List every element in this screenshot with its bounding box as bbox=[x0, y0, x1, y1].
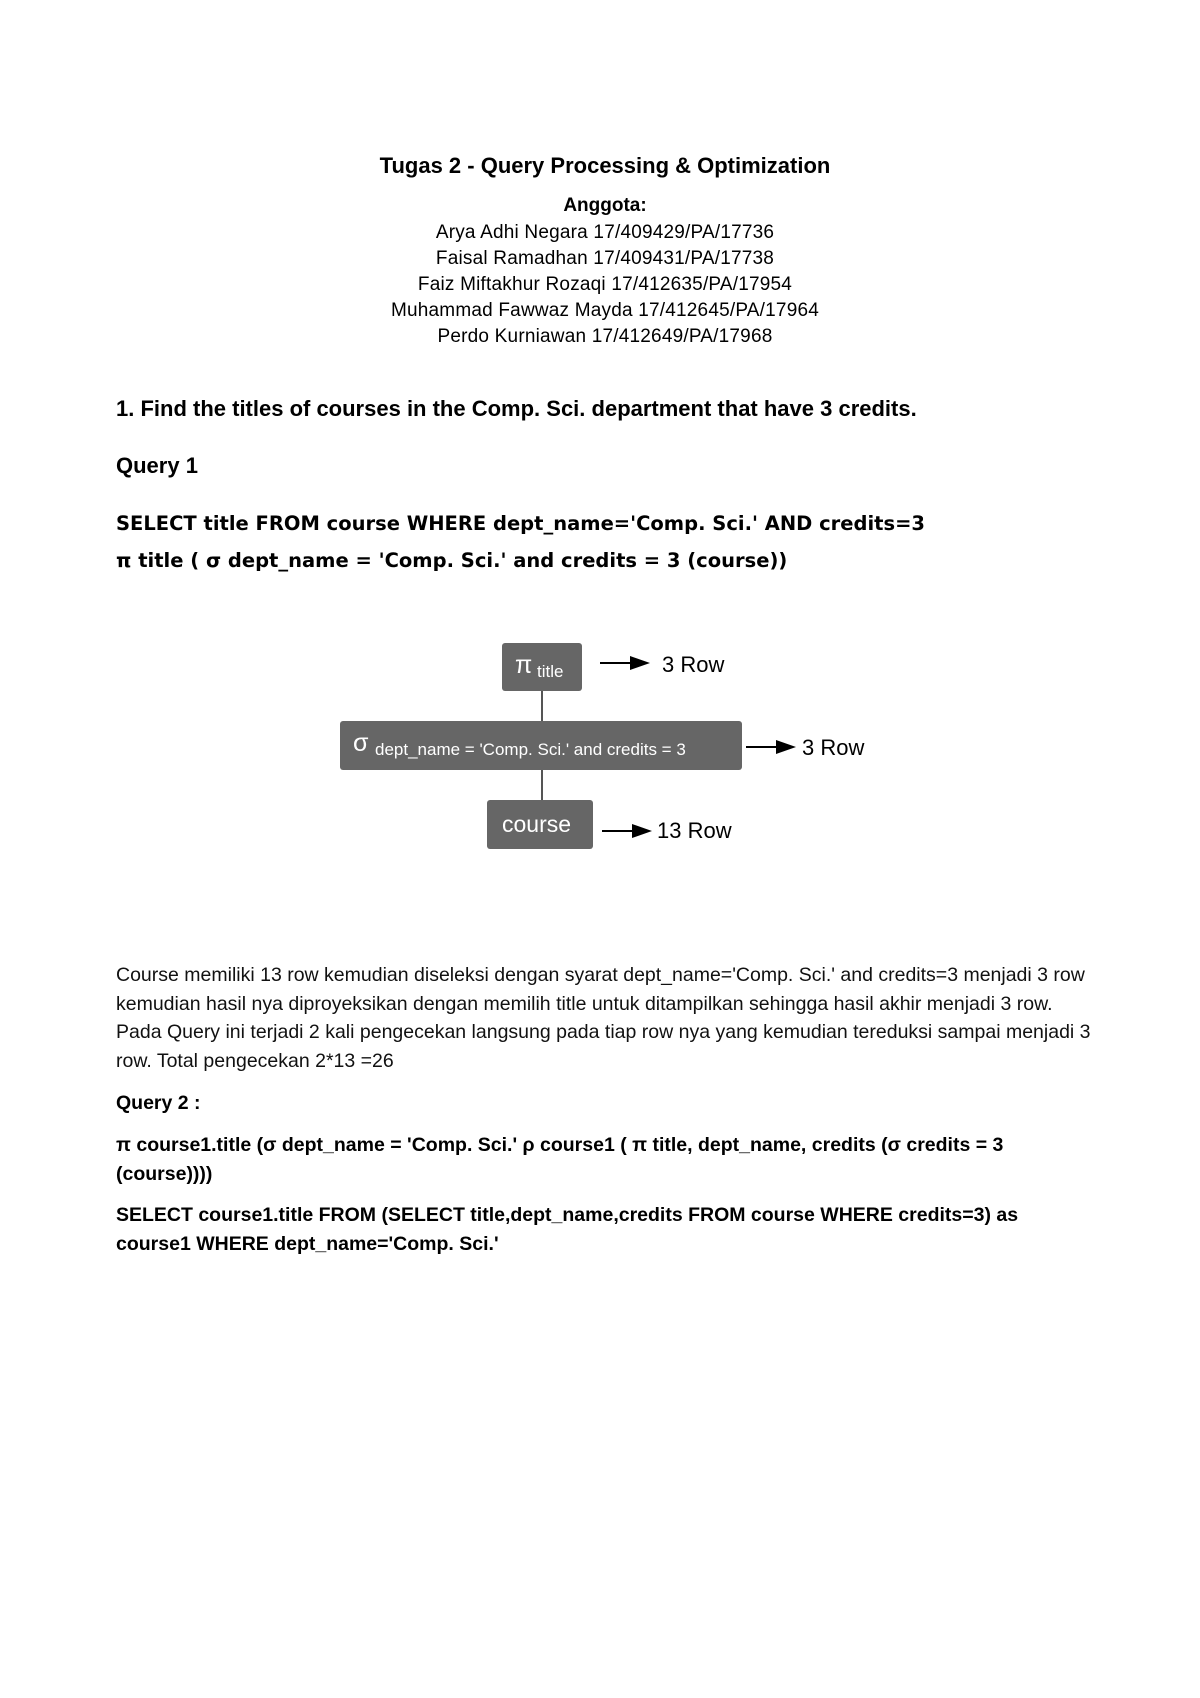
query2-sql: SELECT course1.title FROM (SELECT title,dept_name,credits FROM course WHERE credits=3) as course1 WHERE dept_name='Comp. Sci.' bbox=[116, 1204, 1019, 1255]
projection-subscript: title bbox=[537, 662, 564, 681]
query2-label: Query 2 : bbox=[116, 1092, 201, 1114]
members-label: Anggota: bbox=[563, 195, 647, 216]
member-item: Faisal Ramadhan 17/409431/PA/17738 bbox=[435, 248, 775, 269]
projection-node bbox=[502, 643, 582, 691]
member-item: Perdo Kurniawan 17/412649/PA/17968 bbox=[437, 326, 773, 347]
member-item: Faiz Miftakhur Rozaqi 17/412635/PA/17954 bbox=[417, 274, 793, 295]
question-heading: 1. Find the titles of courses in the Comp. Sci. department that have 3 credits. bbox=[116, 396, 917, 421]
arrow-right-icon bbox=[630, 656, 650, 670]
pi-symbol: π bbox=[515, 651, 533, 679]
query1-label: Query 1 bbox=[116, 453, 198, 478]
explanation-paragraph: Course memiliki 13 row kemudian diseleksi dengan syarat dept_name='Comp. Sci.' and credits=3 menjadi 3 row kemudian hasil nya diproyeksikan dengan memilih title untuk ditampilkan sehingga hasil akhir menjadi 3 row. Pada Query ini terjadi 2 kali pengecekan langsung pada tiap row nya yang kemudian tereduksi sampai menjadi 3 row. Total pengecekan 2*13 =26 bbox=[116, 964, 1091, 1072]
member-item: Muhammad Fawwaz Mayda 17/412645/PA/17964 bbox=[390, 300, 819, 321]
query1-algebra: π title ( σ dept_name = 'Comp. Sci.' and credits = 3 (course)) bbox=[116, 549, 788, 572]
arrow-line bbox=[600, 662, 630, 664]
tree-edge bbox=[541, 691, 543, 721]
arrow-right-icon bbox=[632, 824, 652, 838]
sigma-symbol: σ bbox=[353, 729, 369, 757]
relation-row-count: 13 Row bbox=[657, 818, 732, 843]
query2-algebra: π course1.title (σ dept_name = 'Comp. Sci.' ρ course1 ( π title, dept_name, credits (σ credits = 3 (course)))) bbox=[116, 1134, 1004, 1185]
document-title: Tugas 2 - Query Processing & Optimization bbox=[379, 153, 831, 178]
member-item: Arya Adhi Negara 17/409429/PA/17736 bbox=[435, 222, 775, 243]
relation-label: course bbox=[502, 811, 572, 837]
projection-row-count: 3 Row bbox=[662, 652, 725, 677]
arrow-line bbox=[602, 830, 632, 832]
tree-edge bbox=[541, 770, 543, 800]
arrow-right-icon bbox=[776, 740, 796, 754]
selection-row-count: 3 Row bbox=[802, 735, 865, 760]
query1-sql: SELECT title FROM course WHERE dept_name='Comp. Sci.' AND credits=3 bbox=[116, 512, 926, 535]
arrow-line bbox=[746, 746, 776, 748]
selection-subscript: dept_name = 'Comp. Sci.' and credits = 3 bbox=[375, 740, 686, 759]
selection-node bbox=[340, 721, 742, 770]
relation-node bbox=[487, 800, 593, 849]
